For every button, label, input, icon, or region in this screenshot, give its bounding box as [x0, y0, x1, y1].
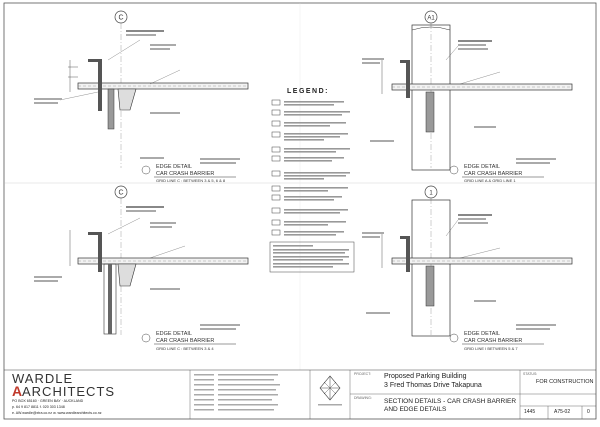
detail-title-line2: CAR CRASH BARRIER — [156, 338, 215, 344]
legend — [270, 88, 354, 272]
grid-bubble-label: A1 — [427, 15, 435, 22]
steel-column — [426, 266, 434, 306]
barrier-post — [98, 59, 102, 111]
drawing-title-line2: AND EDGE DETAILS — [384, 406, 447, 413]
barrier-post — [406, 60, 410, 98]
revision-number: 0 — [587, 409, 590, 415]
grid-bubble-label: C — [118, 189, 124, 197]
concrete-corbel — [118, 89, 136, 110]
detail-title-line2: CAR CRASH BARRIER — [156, 171, 215, 177]
detail-marker-icon — [450, 166, 458, 174]
note-text-block — [126, 30, 164, 32]
drawing-label: DRAWING: — [354, 396, 372, 400]
detail-top-left — [34, 11, 248, 183]
project-label: PROJECT: — [354, 372, 371, 376]
grid-bubble-label: C — [118, 14, 124, 22]
detail-title-line1: EDGE DETAIL — [464, 164, 500, 170]
legend-heading: LEGEND: — [287, 88, 329, 95]
job-number: 1445 — [524, 409, 536, 415]
note-text-block — [34, 98, 62, 100]
detail-bottom-left — [34, 186, 248, 351]
detail-title-line2: CAR CRASH BARRIER — [464, 338, 523, 344]
barrier-cap — [88, 59, 102, 62]
note-text-block — [140, 157, 164, 159]
drawing-title-line1: SECTION DETAILS - CAR CRASH BARRIER — [384, 398, 517, 405]
detail-marker-icon — [142, 166, 150, 174]
leader-line — [108, 40, 140, 60]
detail-top-right — [362, 11, 572, 183]
detail-title-line3: GRID LINE A & GRID LINE 1 — [464, 178, 516, 183]
leader-line — [60, 92, 98, 100]
leader-line — [150, 70, 180, 84]
concrete-corbel — [118, 264, 136, 286]
steel-column — [426, 92, 434, 132]
note-text-block — [34, 102, 58, 104]
detail-title-line3: GRID LINE C : BETWEEN 3 & 5, 6 & 8 — [156, 178, 226, 183]
detail-bottom-right — [362, 186, 572, 351]
detail-title-line2: CAR CRASH BARRIER — [464, 171, 523, 177]
status-label: STATUS: — [523, 372, 538, 376]
firm-phone: p. 64 9 817 8811 f. 020 303 1348 — [12, 405, 65, 409]
note-text-block — [200, 158, 240, 160]
grid-bubble-label: 1 — [429, 190, 433, 197]
detail-title-line3: GRID LINE C : BETWEEN 3 & 4 — [156, 346, 214, 351]
sheet-number: A75-02 — [554, 409, 571, 415]
detail-title-line1: EDGE DETAIL — [156, 164, 192, 170]
barrier-post — [98, 232, 102, 272]
barrier-post — [406, 236, 410, 272]
note-text-block — [150, 44, 176, 46]
note-text-block — [150, 112, 180, 114]
note-text-block — [150, 48, 170, 50]
detail-title-line3: GRID LINE I BETWEEN 5 & 7 — [464, 346, 518, 351]
detail-title-line1: EDGE DETAIL — [156, 331, 192, 337]
north-arrow-icon — [318, 376, 342, 406]
note-text-block — [126, 34, 156, 36]
firm-address: PO BOX 65160 · GREEN BAY · AUCKLAND — [12, 399, 84, 403]
firm-name-text: WARDLE — [12, 371, 74, 386]
project-address: 3 Fred Thomas Drive Takapuna — [384, 382, 482, 389]
firm-email: e. AW.wardle@xtra.co.nz w. www.wardlearchitects.co.nz — [12, 411, 102, 415]
detail-marker-icon — [142, 334, 150, 342]
firm-name-line2 — [22, 384, 115, 399]
steel-column — [108, 89, 114, 129]
detail-title-line1: EDGE DETAIL — [464, 331, 500, 337]
firm-name-text2: ARCHITECTS — [22, 384, 116, 399]
detail-marker-icon — [450, 334, 458, 342]
logo-a-glyph: A — [12, 383, 23, 399]
project-name: Proposed Parking Building — [384, 373, 467, 380]
status-text: FOR CONSTRUCTION — [536, 379, 594, 385]
note-text-block — [200, 162, 236, 164]
